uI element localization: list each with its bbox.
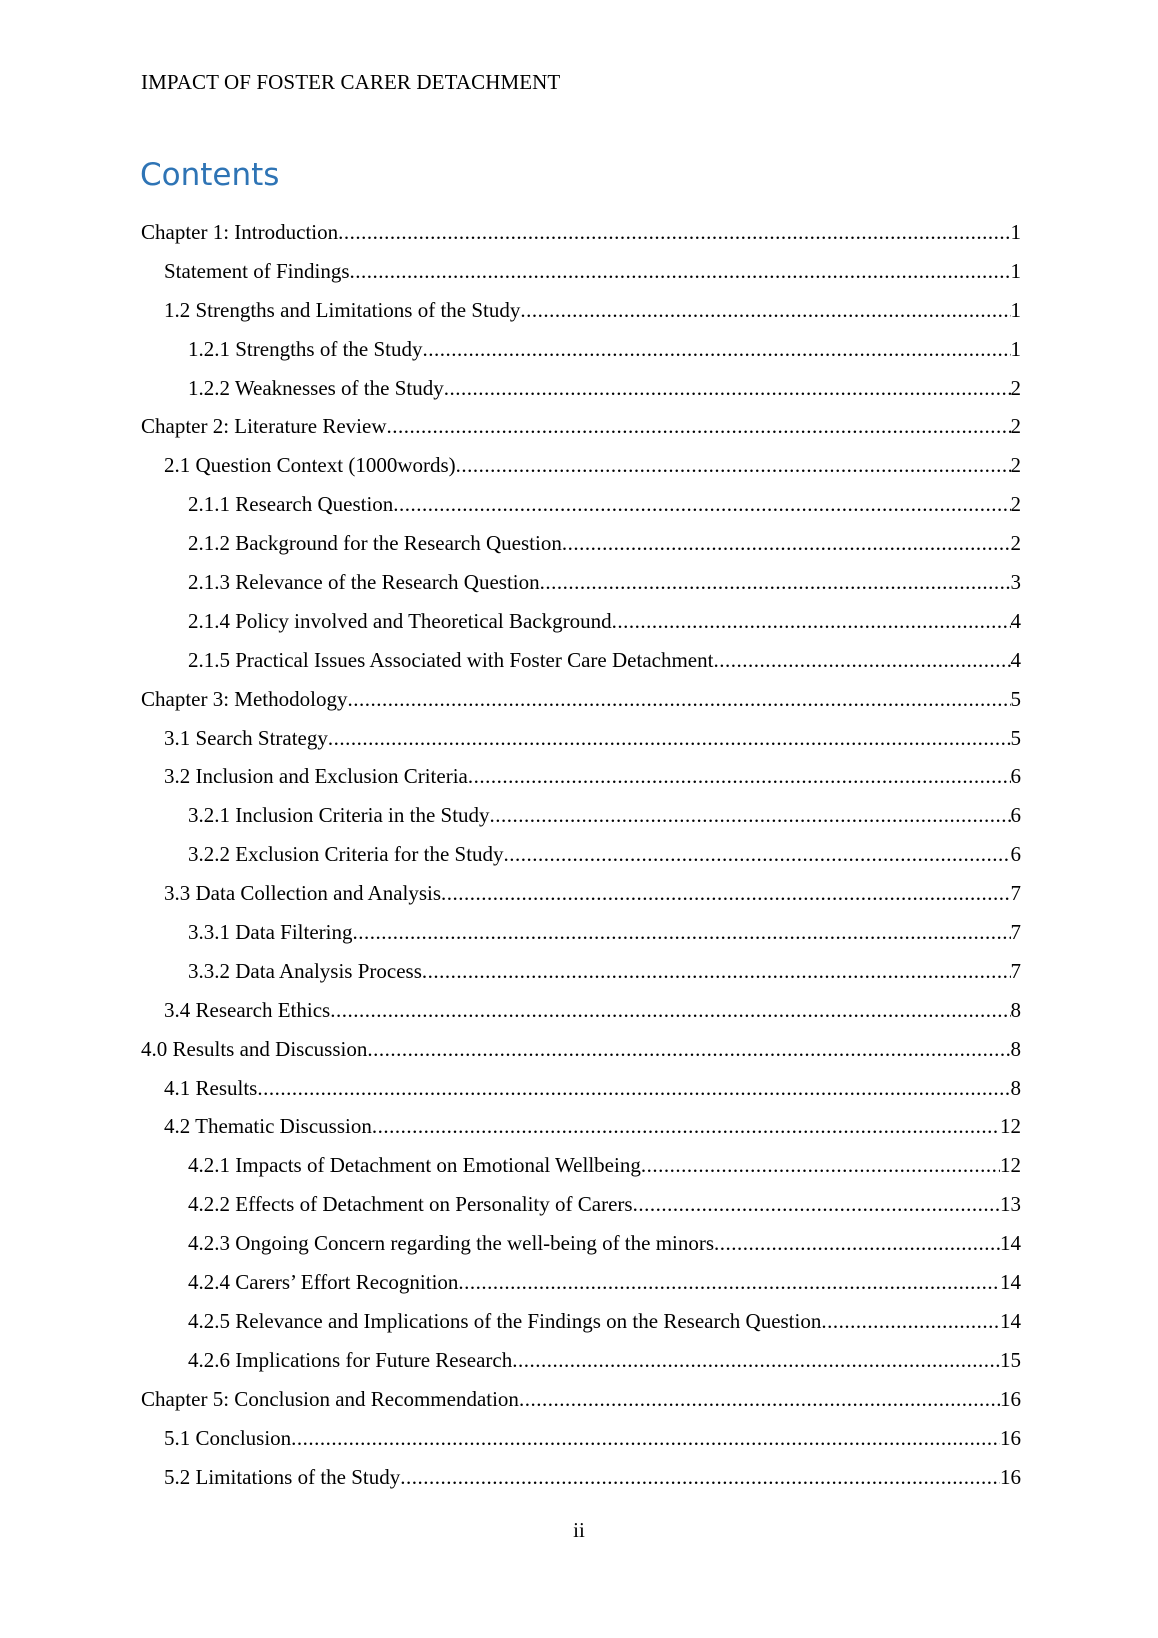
toc-entry[interactable] bbox=[141, 919, 1021, 958]
toc-entry-page: 6 bbox=[1010, 842, 1021, 867]
toc-entry[interactable] bbox=[141, 569, 1021, 608]
toc-entry[interactable] bbox=[141, 375, 1021, 414]
toc-entry-page: 2 bbox=[1010, 531, 1021, 556]
toc-entry-title[interactable]: 3.2 Inclusion and Exclusion Criteria bbox=[164, 764, 468, 789]
toc-entry-page: 4 bbox=[1010, 608, 1021, 633]
toc-entry-title[interactable]: 3.1 Search Strategy bbox=[164, 725, 328, 750]
toc-entry-title[interactable]: 5.1 Conclusion bbox=[164, 1425, 292, 1450]
toc-entry[interactable] bbox=[141, 1191, 1021, 1230]
toc-dot-leader bbox=[441, 880, 1010, 906]
toc-entry[interactable] bbox=[141, 802, 1021, 841]
toc-entry-page: 14 bbox=[1000, 1270, 1021, 1295]
toc-entry[interactable] bbox=[141, 1036, 1021, 1075]
toc-entry[interactable] bbox=[141, 647, 1021, 686]
toc-entry[interactable] bbox=[141, 1075, 1021, 1114]
toc-entry-title[interactable]: 1.2.2 Weaknesses of the Study bbox=[188, 375, 444, 400]
toc-entry-page: 16 bbox=[1000, 1464, 1021, 1489]
toc-entry[interactable] bbox=[141, 258, 1021, 297]
toc-dot-leader bbox=[490, 802, 1011, 828]
toc-entry[interactable] bbox=[141, 1308, 1021, 1347]
toc-dot-leader bbox=[347, 686, 1010, 712]
toc-entry-page: 5 bbox=[1010, 686, 1021, 711]
toc-entry-page: 1 bbox=[1010, 336, 1021, 361]
toc-dot-leader bbox=[328, 725, 1011, 751]
toc-dot-leader bbox=[612, 608, 1011, 634]
toc-entry-title[interactable]: 4.2.2 Effects of Detachment on Personality of Carers bbox=[188, 1192, 633, 1217]
toc-dot-leader bbox=[257, 1075, 1010, 1101]
toc-entry-title[interactable]: Chapter 2: Literature Review bbox=[141, 414, 387, 439]
toc-entry-title[interactable]: 2.1.2 Background for the Research Question bbox=[188, 531, 562, 556]
table-of-contents bbox=[141, 219, 1021, 1502]
toc-entry[interactable] bbox=[141, 1386, 1021, 1425]
toc-entry-page: 1 bbox=[1010, 297, 1021, 322]
toc-dot-leader bbox=[456, 452, 1011, 478]
toc-entry-title[interactable]: Statement of Findings bbox=[164, 258, 350, 283]
toc-entry[interactable] bbox=[141, 608, 1021, 647]
toc-dot-leader bbox=[423, 336, 1011, 362]
toc-dot-leader bbox=[458, 1269, 1000, 1295]
toc-dot-leader bbox=[330, 997, 1010, 1023]
toc-entry-page: 7 bbox=[1010, 958, 1021, 983]
toc-dot-leader bbox=[562, 530, 1011, 556]
toc-entry-page: 5 bbox=[1010, 725, 1021, 750]
toc-heading: Contents bbox=[140, 157, 280, 193]
toc-dot-leader bbox=[400, 1464, 1000, 1490]
toc-entry[interactable] bbox=[141, 686, 1021, 725]
toc-entry-page: 7 bbox=[1010, 920, 1021, 945]
toc-entry[interactable] bbox=[141, 1269, 1021, 1308]
toc-dot-leader bbox=[291, 1425, 1000, 1451]
toc-entry[interactable] bbox=[141, 1152, 1021, 1191]
toc-dot-leader bbox=[519, 1386, 1000, 1412]
toc-entry[interactable] bbox=[141, 530, 1021, 569]
toc-dot-leader bbox=[641, 1152, 1000, 1178]
toc-entry-page: 2 bbox=[1010, 453, 1021, 478]
toc-entry-page: 8 bbox=[1010, 1075, 1021, 1100]
toc-entry-title[interactable]: 4.1 Results bbox=[164, 1075, 258, 1100]
toc-entry-page: 13 bbox=[1000, 1192, 1021, 1217]
toc-entry-title[interactable]: 4.0 Results and Discussion bbox=[141, 1036, 368, 1061]
toc-entry-page: 8 bbox=[1010, 997, 1021, 1022]
toc-entry-page: 6 bbox=[1010, 803, 1021, 828]
toc-entry-page: 3 bbox=[1010, 570, 1021, 595]
toc-entry[interactable] bbox=[141, 491, 1021, 530]
toc-entry-page: 12 bbox=[1000, 1114, 1021, 1139]
toc-dot-leader bbox=[372, 1113, 1000, 1139]
toc-entry-title[interactable]: Chapter 3: Methodology bbox=[141, 686, 348, 711]
toc-dot-leader bbox=[821, 1308, 1000, 1334]
toc-entry-page: 7 bbox=[1010, 881, 1021, 906]
toc-dot-leader bbox=[393, 491, 1010, 517]
toc-entry[interactable] bbox=[141, 958, 1021, 997]
toc-dot-leader bbox=[352, 919, 1010, 945]
toc-entry[interactable] bbox=[141, 1464, 1021, 1503]
toc-entry-title[interactable]: Chapter 5: Conclusion and Recommendation bbox=[141, 1386, 519, 1411]
toc-dot-leader bbox=[504, 841, 1011, 867]
toc-entry-title[interactable]: 3.4 Research Ethics bbox=[164, 997, 331, 1022]
toc-entry-title[interactable]: 3.3 Data Collection and Analysis bbox=[164, 881, 442, 906]
toc-entry-title[interactable]: 1.2.1 Strengths of the Study bbox=[188, 336, 423, 361]
toc-entry[interactable] bbox=[141, 297, 1021, 336]
toc-entry[interactable] bbox=[141, 841, 1021, 880]
toc-entry-title[interactable]: 4.2.6 Implications for Future Research bbox=[188, 1347, 513, 1372]
toc-entry-title[interactable]: 5.2 Limitations of the Study bbox=[164, 1464, 401, 1489]
toc-entry-page: 2 bbox=[1010, 492, 1021, 517]
toc-entry[interactable] bbox=[141, 452, 1021, 491]
toc-entry[interactable] bbox=[141, 763, 1021, 802]
toc-entry-title[interactable]: 2.1.1 Research Question bbox=[188, 492, 394, 517]
page-number: ii bbox=[573, 1518, 585, 1542]
toc-entry-title[interactable]: 4.2.1 Impacts of Detachment on Emotional Wellbeing bbox=[188, 1153, 641, 1178]
toc-entry-page: 1 bbox=[1010, 220, 1021, 244]
toc-entry-title[interactable]: 2.1.5 Practical Issues Associated with Foster Care Detachment bbox=[188, 647, 714, 672]
toc-entry-page: 8 bbox=[1010, 1036, 1021, 1061]
toc-entry-title[interactable]: 3.2.1 Inclusion Criteria in the Study bbox=[188, 803, 490, 828]
toc-entry[interactable] bbox=[141, 219, 1021, 258]
toc-entry-page: 2 bbox=[1010, 414, 1021, 439]
toc-entry-title[interactable]: 3.2.2 Exclusion Criteria for the Study bbox=[188, 842, 504, 867]
toc-entry-title[interactable]: 2.1 Question Context (1000words) bbox=[164, 453, 456, 478]
running-header: IMPACT OF FOSTER CARER DETACHMENT bbox=[141, 70, 561, 94]
toc-entry-title[interactable]: 4.2.4 Carers’ Effort Recognition bbox=[188, 1270, 459, 1295]
toc-entry-page: 12 bbox=[1000, 1153, 1021, 1178]
toc-dot-leader bbox=[468, 763, 1011, 789]
toc-entry[interactable] bbox=[141, 413, 1021, 452]
toc-entry-page: 16 bbox=[1000, 1386, 1021, 1411]
toc-entry[interactable] bbox=[141, 1347, 1021, 1386]
toc-dot-leader bbox=[540, 569, 1011, 595]
toc-entry-title[interactable]: 2.1.4 Policy involved and Theoretical Background bbox=[188, 608, 612, 633]
toc-entry-page: 15 bbox=[1000, 1347, 1021, 1372]
toc-entry-title[interactable]: 3.3.2 Data Analysis Process bbox=[188, 958, 422, 983]
toc-dot-leader bbox=[367, 1036, 1010, 1062]
toc-entry[interactable] bbox=[141, 1113, 1021, 1152]
toc-entry-page: 14 bbox=[1000, 1231, 1021, 1256]
toc-entry[interactable] bbox=[141, 725, 1021, 764]
toc-dot-leader bbox=[512, 1347, 1000, 1373]
toc-entry-title[interactable]: 3.3.1 Data Filtering bbox=[188, 920, 353, 945]
toc-dot-leader bbox=[387, 413, 1011, 439]
toc-dot-leader bbox=[338, 219, 1010, 245]
toc-entry-page: 4 bbox=[1010, 647, 1021, 672]
toc-dot-leader bbox=[520, 297, 1010, 323]
toc-dot-leader bbox=[714, 1230, 1000, 1256]
toc-dot-leader bbox=[444, 375, 1011, 401]
toc-dot-leader bbox=[350, 258, 1011, 284]
toc-entry-page: 16 bbox=[1000, 1425, 1021, 1450]
toc-entry-title[interactable]: 2.1.3 Relevance of the Research Question bbox=[188, 570, 540, 595]
toc-dot-leader bbox=[633, 1191, 1000, 1217]
toc-entry-title[interactable]: Chapter 1: Introduction bbox=[141, 220, 339, 244]
toc-entry[interactable] bbox=[141, 997, 1021, 1036]
toc-dot-leader bbox=[422, 958, 1011, 984]
toc-entry[interactable] bbox=[141, 880, 1021, 919]
toc-entry-page: 14 bbox=[1000, 1308, 1021, 1333]
toc-entry-page: 1 bbox=[1010, 258, 1021, 283]
toc-entry-page: 6 bbox=[1010, 764, 1021, 789]
toc-entry-title[interactable]: 1.2 Strengths and Limitations of the Study bbox=[164, 297, 521, 322]
toc-entry-title[interactable]: 4.2.3 Ongoing Concern regarding the well-being of the minors bbox=[188, 1231, 715, 1256]
toc-entry[interactable] bbox=[141, 1230, 1021, 1269]
toc-entry-page: 2 bbox=[1010, 375, 1021, 400]
toc-dot-leader bbox=[713, 647, 1010, 673]
toc-entry[interactable] bbox=[141, 1425, 1021, 1464]
toc-entry-title[interactable]: 4.2.5 Relevance and Implications of the Findings on the Research Question bbox=[188, 1308, 822, 1333]
toc-entry[interactable] bbox=[141, 336, 1021, 375]
toc-entry-title[interactable]: 4.2 Thematic Discussion bbox=[164, 1114, 372, 1139]
